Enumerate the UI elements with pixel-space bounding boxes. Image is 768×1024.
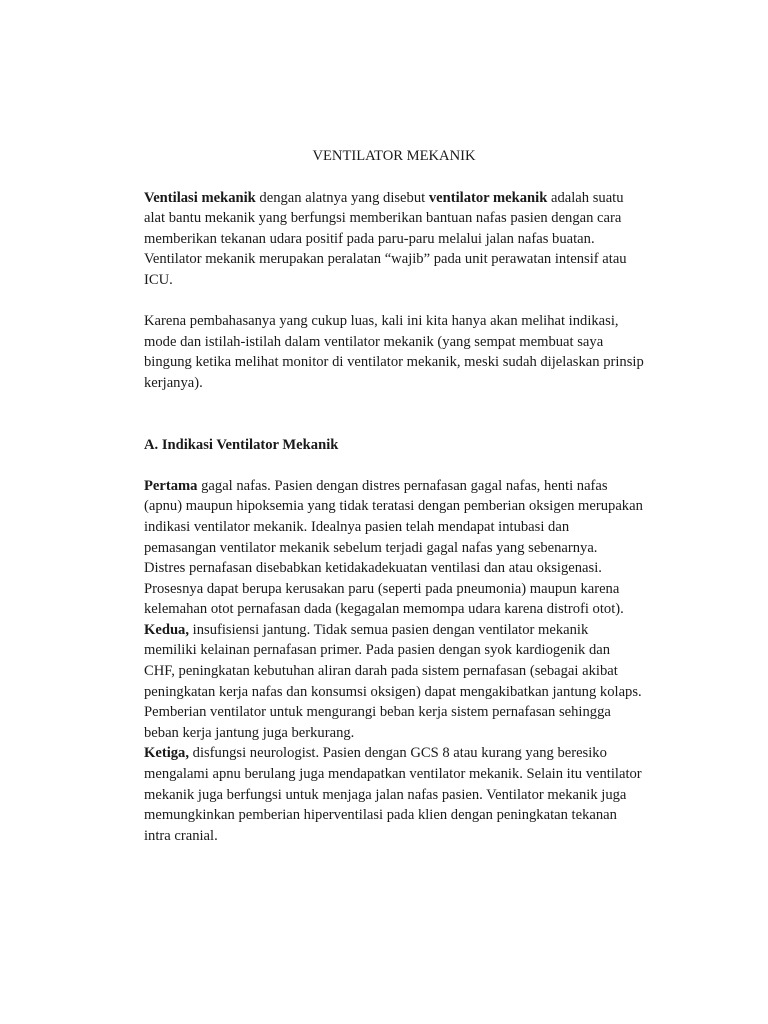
bold-term-ventilasi: Ventilasi mekanik	[144, 189, 256, 206]
section-heading	[144, 435, 644, 456]
page-title	[144, 146, 644, 167]
intro-text-2: adalah suatu alat bantu mekanik yang berfungsi memberikan bantuan nafas pasien dengan cara memberikan tekanan udara positif pada paru-paru melalui jalan nafas buatan. Ventilator mekanik merupakan peralatan “wajib” pada unit perawatan intensif atau ICU.	[144, 189, 627, 288]
paragraph-distres: Distres pernafasan disebabkan ketidakadekuatan ventilasi dan atau oksigenasi. Prosesnya dapat berupa kerusakan paru (seperti pada pneumonia) maupun karena kelemahan otot pernafasan dada (kegagalan memompa udara karena distrofi otot).	[144, 560, 624, 618]
paragraph-pertama	[144, 476, 644, 558]
intro-text-1: dengan alatnya yang disebut	[255, 189, 429, 206]
intro-paragraph-2: Karena pembahasanya yang cukup luas, kali ini kita hanya akan melihat indikasi, mode dan istilah-istilah dalam ventilator mekanik (yang sempat membuat saya bingung ketika melihat monitor di ventilator mekanik, meski sudah dijelaskan prinsip kerjanya).	[144, 313, 644, 391]
label-pertama: Pertama	[144, 477, 198, 494]
section-heading-text: A. Indikasi Ventilator Mekanik	[144, 436, 339, 453]
text-ketiga: disfungsi neurologist. Pasien dengan GCS 8 atau kurang yang beresiko mengalami apnu berulang juga mendapatkan ventilator mekanik. Selain itu ventilator mekanik juga berfungsi untuk menjaga jalan nafas pasien. Ventilator mekanik juga memungkinkan pemberian hiperventilasi pada klien dengan peningkatan tekanan intra cranial.	[144, 745, 642, 844]
text-kedua: insufisiensi jantung. Tidak semua pasien dengan ventilator mekanik memiliki kelainan pernafasan primer. Pada pasien dengan syok kardiogenik dan CHF, peningkatan kebutuhan aliran darah pada sistem pernafasan (sebagai akibat peningkatan kerja nafas dan konsumsi oksigen) dapat mengakibatkan jantung kolaps. Pemberian ventilator untuk mengurangi beban kerja sistem pernafasan sehingga beban kerja jantung juga berkurang.	[144, 621, 642, 741]
paragraph-kedua	[144, 620, 644, 744]
label-kedua: Kedua,	[144, 621, 190, 638]
label-ketiga: Ketiga,	[144, 745, 189, 762]
intro-paragraph-1	[144, 188, 644, 291]
text-pertama: gagal nafas. Pasien dengan distres pernafasan gagal nafas, henti nafas (apnu) maupun hipoksemia yang tidak teratasi dengan pemberian oksigen merupakan indikasi ventilator mekanik. Idealnya pasien telah mendapat intubasi dan pemasangan ventilator mekanik sebelum terjadi gagal nafas yang sebenarnya.	[144, 477, 643, 556]
document-body	[144, 146, 644, 846]
page-title-text: VENTILATOR MEKANIK	[312, 148, 476, 164]
bold-term-ventilator: ventilator mekanik	[428, 189, 548, 206]
paragraph-ketiga	[144, 743, 644, 846]
